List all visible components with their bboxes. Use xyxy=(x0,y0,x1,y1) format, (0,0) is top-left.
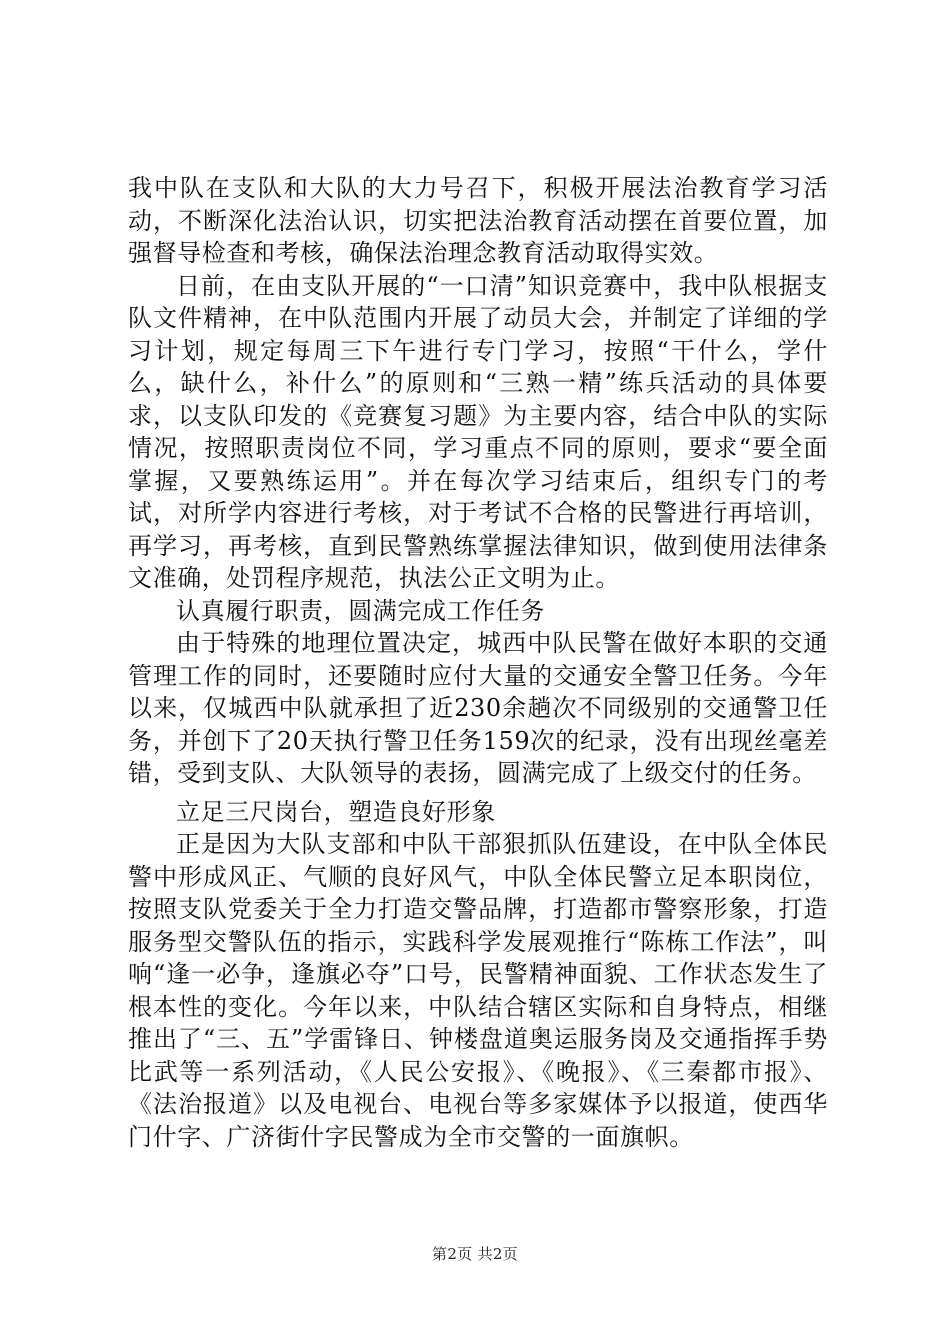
paragraph-guard-tasks: 由于特殊的地理位置决定，城西中队民警在做好本职的交通管理工作的同时，还要随时应付大量的交通安全警卫任务。今年以来，仅城西中队就承担了近230余趟次不同级别的交通警卫任务，并创下了20天执行警卫任务159次的纪录，没有出现丝毫差错，受到支队、大队领导的表扬，圆满完成了上级交付的任务。 xyxy=(128,629,828,787)
paragraph-knowledge-contest: 日前，在由支队开展的“一口清”知识竞赛中，我中队根据支队文件精神，在中队范围内开展了动员大会，并制定了详细的学习计划，规定每周三下午进行专门学习，按照“干什么，学什么，缺什么，补什么”的原则和“三熟一精”练兵活动的具体要求，以支队印发的《竞赛复习题》为主要内容，结合中队的实际情况，按照职责岗位不同，学习重点不同的原则，要求“要全面掌握，又要熟练运用”。并在每次学习结束后，组织专门的考试，对所学内容进行考核，对于考试不合格的民警进行再培训，再学习，再考核，直到民警熟练掌握法律知识，做到使用法律条文准确，处罚程序规范，执法公正文明为止。 xyxy=(128,271,828,592)
document-body xyxy=(128,172,828,1153)
paragraph-team-building: 正是因为大队支部和中队干部狠抓队伍建设，在中队全体民警中形成风正、气顺的良好风气，中队全体民警立足本职岗位，按照支队党委关于全力打造交警品牌，打造都市警察形象，打造服务型交警队伍的指示，实践科学发展观推行“陈栋工作法”，叫响“逢一必争，逢旗必夺”口号，民警精神面貌、工作状态发生了根本性的变化。今年以来，中队结合辖区实际和自身特点，相继推出了“三、五”学雷锋日、钟楼盘道奥运服务岗及交通指挥手势比武等一系列活动，《人民公安报》、《晚报》、《三秦都市报》、《法治报道》以及电视台、电视台等多家媒体予以报道，使西华门什字、广济街什字民警成为全市交警的一面旗帜。 xyxy=(128,830,828,1151)
section-heading-duties: 认真履行职责，圆满完成工作任务 xyxy=(176,596,545,625)
page-number-footer: 第2页 共2页 xyxy=(432,1245,518,1263)
section-heading-image: 立足三尺岗台，塑造良好形象 xyxy=(176,797,496,826)
paragraph-intro: 我中队在支队和大队的大力号召下，积极开展法治教育学习活动，不断深化法治认识，切实把法治教育活动摆在首要位置，加强督导检查和考核，确保法治理念教育活动取得实效。 xyxy=(128,174,828,267)
